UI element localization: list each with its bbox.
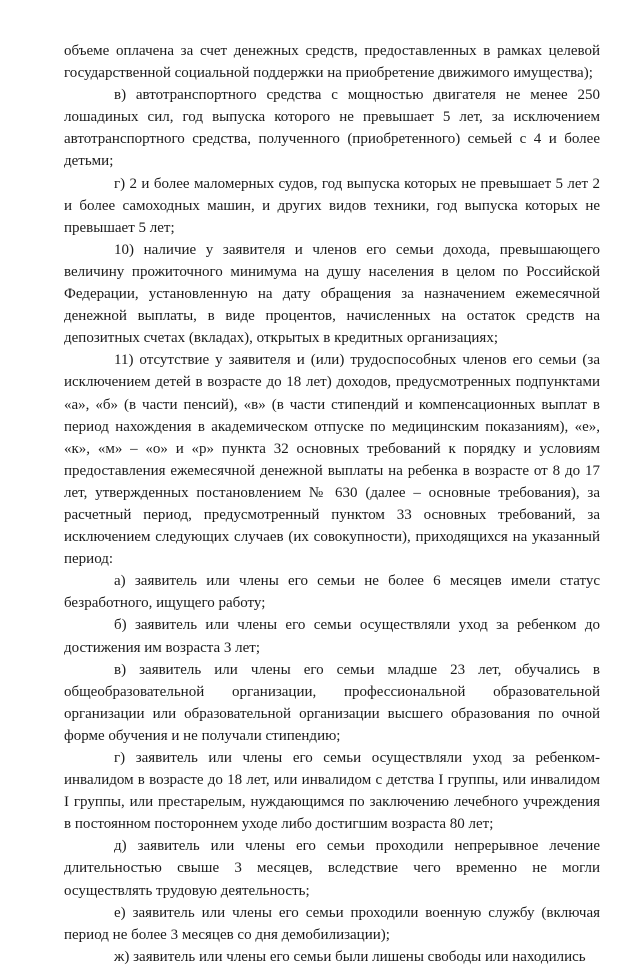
paragraph-item-g-vessels: г) 2 и более маломерных судов, год выпуска которых не превышает 5 лет 2 и более самоходных машин, и других видов техники, год выпуска которых не превышает 5 лет; xyxy=(64,175,600,236)
paragraph-subitem-g-disabled-care: г) заявитель или члены его семьи осуществляли уход за ребенком-инвалидом в возрасте до 18 лет, или инвалидом с детства I группы, или инвалидом I группы, или престарелым, нуждающимся по заключению лечебного учреждения в постоянном постороннем уходе либо достигшим возраста 80 лет; xyxy=(64,750,600,833)
paragraph-continuation: объеме оплачена за счет денежных средств, предоставленных в рамках целевой государственной социальной поддержки на приобретение движимого имущества); xyxy=(64,43,600,82)
paragraph-item-11-no-income: 11) отсутствие у заявителя и (или) трудоспособных членов его семьи (за исключением детей в возрасте до 18 лет) доходов, предусмотренных подпунктами «а», «б» (в части пенсий), «в» (в части стипендий и компенсационных выплат в период нахождения в академическом отпуске по медицинским показаниям), «е», «к», «м» – «о» и «р» пункта 32 основных требований к порядку и условиям предоставления ежемесячной денежной выплаты на ребенка в возрасте от 8 до 17 лет, утвержденных постановлением № 630 (далее – основные требования), за расчетный период, предусмотренный пунктом 33 основных требований, за исключением следующих случаев (их совокупности), приходящихся на указанный период: xyxy=(64,352,600,568)
document-page xyxy=(64,40,600,968)
paragraph-item-10-deposit-income: 10) наличие у заявителя и членов его семьи дохода, превышающего величину прожиточного минимума на душу населения в целом по Российской Федерации, установленную на дату обращения за назначением ежемесячной денежной выплаты, в виде процентов, начисленных на остаток средств на депозитных счетах (вкладах), открытых в кредитных организациях; xyxy=(64,241,600,347)
paragraph-subitem-d-treatment: д) заявитель или члены его семьи проходили непрерывное лечение длительностью свыше 3 месяцев, вследствие чего временно не могли осуществлять трудовую деятельность; xyxy=(64,838,600,899)
paragraph-subitem-zh-imprisoned: ж) заявитель или члены его семьи были лишены свободы или находились xyxy=(114,948,586,965)
paragraph-subitem-v-students: в) заявитель или члены его семьи младше 23 лет, обучались в общеобразовательной организации, профессиональной образовательной организации или образовательной организации высшего образования по очной форме обучения и не получали стипендию; xyxy=(64,661,600,744)
paragraph-item-v-vehicle: в) автотранспортного средства с мощностью двигателя не менее 250 лошадиных сил, год выпуска которого не превышает 5 лет, за исключением автотранспортного средства, полученного (приобретенного) семьей с 4 и более детьми; xyxy=(64,87,600,170)
paragraph-subitem-e-military: е) заявитель или члены его семьи проходили военную службу (включая период не более 3 месяцев со дня демобилизации); xyxy=(64,904,600,943)
paragraph-subitem-b-childcare: б) заявитель или члены его семьи осуществляли уход за ребенком до достижения им возраста 3 лет; xyxy=(64,617,600,656)
paragraph-subitem-a-unemployed: а) заявитель или члены его семьи не более 6 месяцев имели статус безработного, ищущего работу; xyxy=(64,573,600,612)
